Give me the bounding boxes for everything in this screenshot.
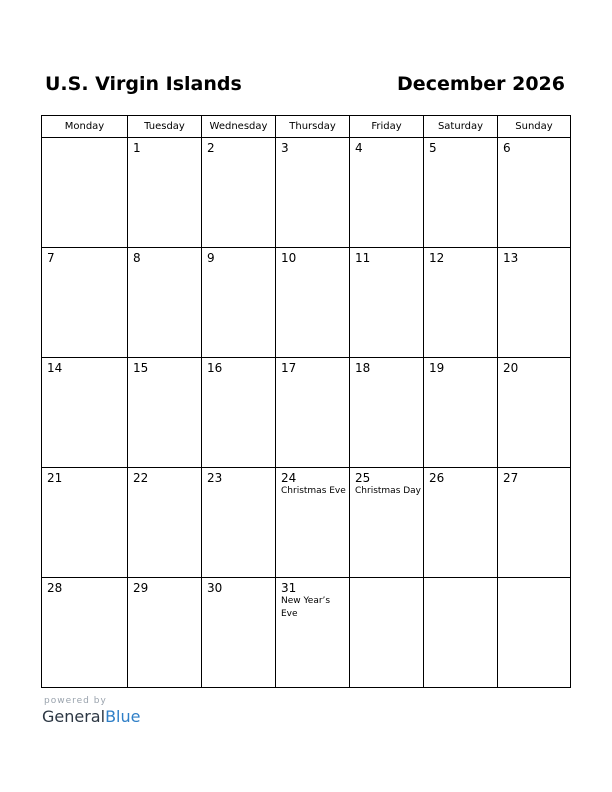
day-cell xyxy=(128,578,202,688)
day-cell xyxy=(350,248,424,358)
day-number: 1 xyxy=(133,141,141,155)
day-cell xyxy=(498,248,571,358)
day-number: 9 xyxy=(207,251,215,265)
day-cell xyxy=(276,468,350,578)
day-cell xyxy=(42,138,128,248)
footer-branding xyxy=(42,696,162,730)
day-number: 31 xyxy=(281,581,297,595)
day-number: 3 xyxy=(281,141,289,155)
day-cell xyxy=(498,138,571,248)
day-number: 7 xyxy=(47,251,55,265)
week-row xyxy=(42,468,571,578)
day-number xyxy=(498,578,570,581)
day-number: 13 xyxy=(503,251,519,265)
day-cell xyxy=(424,578,498,688)
day-number xyxy=(424,578,497,581)
day-number: 14 xyxy=(47,361,63,375)
weekday-saturday: Saturday xyxy=(424,116,498,138)
calendar-header xyxy=(41,70,571,100)
weekday-header-row xyxy=(42,116,571,138)
holiday-label: Christmas Day xyxy=(355,486,422,496)
day-number: 12 xyxy=(429,251,445,265)
day-number: 30 xyxy=(207,581,223,595)
day-number: 16 xyxy=(207,361,223,375)
day-cell xyxy=(202,358,276,468)
logo-text-blue: Blue xyxy=(105,707,141,726)
day-number: 15 xyxy=(133,361,149,375)
country-title: U.S. Virgin Islands xyxy=(45,73,242,95)
week-row xyxy=(42,578,571,688)
calendar-grid xyxy=(41,115,571,688)
week-row xyxy=(42,138,571,248)
day-cell xyxy=(128,468,202,578)
day-number: 11 xyxy=(355,251,371,265)
holiday-label: New Year’s Eve xyxy=(281,596,331,619)
weekday-monday: Monday xyxy=(42,116,128,138)
day-number: 17 xyxy=(281,361,297,375)
weekday-wednesday: Wednesday xyxy=(202,116,276,138)
day-number: 20 xyxy=(503,361,519,375)
day-number: 6 xyxy=(503,141,511,155)
week-row xyxy=(42,248,571,358)
day-number: 22 xyxy=(133,471,149,485)
day-number: 4 xyxy=(355,141,363,155)
weekday-tuesday: Tuesday xyxy=(128,116,202,138)
day-cell xyxy=(202,138,276,248)
day-number: 29 xyxy=(133,581,149,595)
day-cell xyxy=(202,578,276,688)
day-cell xyxy=(276,248,350,358)
day-cell xyxy=(128,138,202,248)
powered-by-text: powered by xyxy=(44,696,107,706)
day-cell xyxy=(202,248,276,358)
day-cell xyxy=(498,578,571,688)
day-number: 25 xyxy=(355,471,371,485)
day-cell xyxy=(42,578,128,688)
day-number: 5 xyxy=(429,141,437,155)
day-number: 28 xyxy=(47,581,63,595)
day-number: 27 xyxy=(503,471,519,485)
day-number xyxy=(350,578,423,581)
day-cell xyxy=(128,248,202,358)
day-cell xyxy=(498,468,571,578)
weekday-thursday: Thursday xyxy=(276,116,350,138)
day-cell xyxy=(276,138,350,248)
day-number: 19 xyxy=(429,361,445,375)
day-number: 26 xyxy=(429,471,445,485)
day-cell xyxy=(202,468,276,578)
month-year-title: December 2026 xyxy=(397,73,565,95)
day-number: 21 xyxy=(47,471,63,485)
day-cell xyxy=(498,358,571,468)
day-cell xyxy=(42,358,128,468)
day-cell xyxy=(424,138,498,248)
week-row xyxy=(42,358,571,468)
day-number: 2 xyxy=(207,141,215,155)
day-cell xyxy=(128,358,202,468)
logo-text-general: General xyxy=(42,707,106,726)
day-cell xyxy=(424,248,498,358)
day-cell xyxy=(424,358,498,468)
day-number: 8 xyxy=(133,251,141,265)
day-number: 24 xyxy=(281,471,297,485)
day-cell xyxy=(42,468,128,578)
day-cell xyxy=(350,578,424,688)
generalblue-logo xyxy=(42,707,162,727)
day-cell xyxy=(276,358,350,468)
weekday-sunday: Sunday xyxy=(498,116,571,138)
day-cell xyxy=(350,468,424,578)
day-number xyxy=(42,138,127,141)
day-cell xyxy=(350,138,424,248)
day-cell xyxy=(424,468,498,578)
day-cell xyxy=(42,248,128,358)
day-number: 18 xyxy=(355,361,371,375)
day-number: 23 xyxy=(207,471,223,485)
weekday-friday: Friday xyxy=(350,116,424,138)
day-cell xyxy=(350,358,424,468)
day-cell xyxy=(276,578,350,688)
holiday-label: Christmas Eve xyxy=(281,486,346,496)
day-number: 10 xyxy=(281,251,297,265)
